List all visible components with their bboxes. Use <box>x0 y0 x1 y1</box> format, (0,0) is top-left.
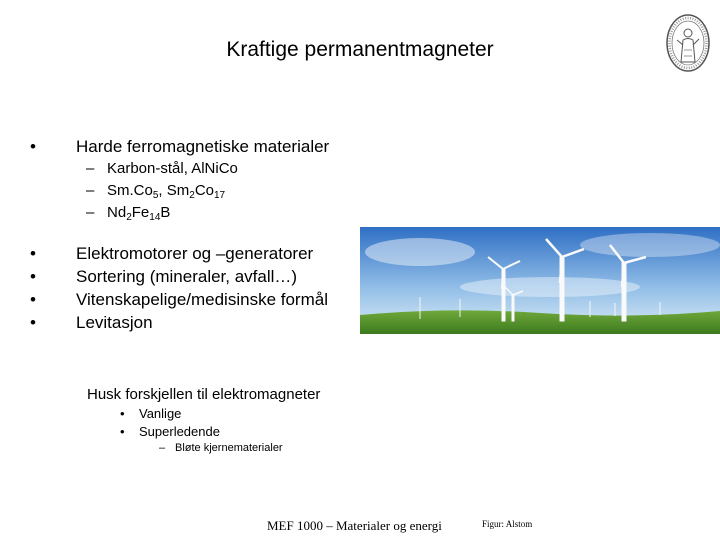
bullet-marker: • <box>30 290 36 309</box>
note-item <box>120 423 320 441</box>
wind-turbines-photo <box>360 227 720 334</box>
bullet-text: Vitenskapelige/medisinske formål <box>76 290 328 309</box>
university-seal-icon <box>665 12 711 74</box>
bullet-item <box>30 135 370 158</box>
note-item-text: Vanlige <box>139 406 182 421</box>
bullet-text: Elektromotorer og –generatorer <box>76 244 314 263</box>
bullet-marker: • <box>30 267 36 286</box>
note-item-text: Superledende <box>139 424 220 439</box>
note-item <box>120 405 320 423</box>
bullet-text: Levitasjon <box>76 313 153 332</box>
note-heading: Husk forskjellen til elektromagneter <box>87 386 321 403</box>
sub-item <box>86 202 346 223</box>
bullet-item <box>30 265 360 288</box>
bullet-item <box>30 311 360 334</box>
sub-item-text: Karbon-stål, AlNiCo <box>107 160 238 177</box>
bullet-text: Sortering (mineraler, avfall…) <box>76 267 298 286</box>
bullet-marker: • <box>30 137 36 156</box>
bullet-item <box>30 242 360 265</box>
bullet-text: Harde ferromagnetiske materialer <box>76 137 330 156</box>
sub-marker: – <box>86 204 95 221</box>
note-sub-item-text: Bløte kjernematerialer <box>175 442 283 454</box>
sub-marker: – <box>86 182 95 199</box>
bullet-marker: • <box>30 313 36 332</box>
sub-item-formula: $Nd_2Fe_{14}B$ <box>107 204 171 223</box>
sub-marker: – <box>86 160 95 177</box>
note-sub-item <box>159 442 359 458</box>
figure-credit: Figur: Alstom <box>482 519 533 529</box>
slide-title: Kraftige permanentmagneter <box>226 38 494 61</box>
bullet-marker: • <box>30 244 36 263</box>
sub-item <box>86 158 346 179</box>
sub-item <box>86 180 346 201</box>
note-marker: • <box>120 424 125 439</box>
note-sub-marker: – <box>159 442 166 454</box>
note-marker: • <box>120 406 125 421</box>
bullet-item <box>30 288 360 311</box>
footer-text: MEF 1000 – Materialer og energi <box>267 518 442 533</box>
sub-item-formula: $Sm.Co_5$, $Sm_2Co_{17}$ <box>107 182 226 201</box>
